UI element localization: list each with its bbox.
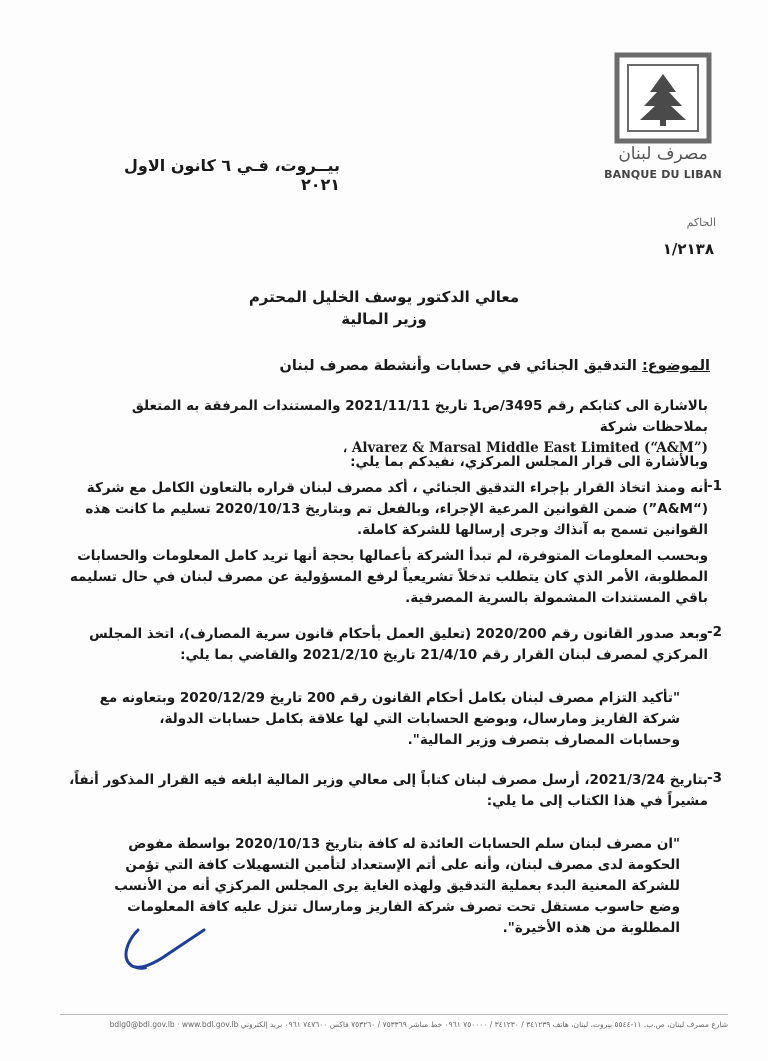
item-1-text: أنه ومنذ اتخاذ القرار بإجراء التدقيق الجنائي ، أكد مصرف لبنان قراره بالتعاون الكامل مع شركة (“A&M”) ضمن القوانين المرعية الإجراء، وبالفعل تم وبتاريخ 2020/10/13 تسليم ما كانت هذه القوانين تسمح به آنذاك وجرى إرسالها للشركة كاملة.	[85, 480, 708, 538]
subject-line	[279, 358, 710, 374]
reference-number: ١/٢١٣٨	[662, 240, 714, 258]
item-2-number: -2	[707, 624, 722, 640]
item-3-quote: "ان مصرف لبنان سلم الحسابات العائدة له كافة بتاريخ 2020/10/13 بواسطة مفوض الحكومة لدى مصرف لبنان، وأنه على أتم الإستعداد لتأمين التسهيلات كافة التي تؤمن للشركة المعنية البدء بعملية التدقيق ولهذه الغاية يرى المجلس المركزي أنه من الأنسب وضع حاسوب مستقل تحت تصرف شركة الفاريز ومارسال تنزل عليه كافة المعلومات المطلوبة من هذه الأخيرة".	[114, 836, 680, 936]
reference-paragraph	[70, 396, 708, 459]
bank-name-arabic: مصرف لبنان	[618, 144, 708, 164]
letter-date: بيــروت، فـي ٦ كانون الاول ٢٠٢١	[124, 156, 340, 194]
intro-paragraph: وبالأشارة الى قرار المجلس المركزي، نفيدكم بما يلي:	[350, 454, 708, 470]
item-1-continuation: وبحسب المعلومات المتوفرة، لم تبدأ الشركة بأعمالها بحجة أنها تريد كامل المعلومات والحسابات المطلوبة، الأمر الذي كان يتطلب تدخلاً تشريعياً لرفع المسؤولية عن مصرف لبنان في حال تسليمه باقي المستندات المشمولة بالسرية المصرفية.	[69, 548, 708, 606]
subject-text: التدقيق الجنائي في حسابات وأنشطة مصرف لبنان	[279, 358, 637, 374]
reference-paragraph-arabic: بالاشارة الى كتابكم رقم 3495/ص1 تاريخ 2021/11/11 والمستندات المرفقة به المتعلق بملاحظات شركة	[131, 398, 708, 435]
item-3-text: بتاريخ 2021/3/24، أرسل مصرف لبنان كتاباً إلى معالي وزير المالية ابلغه فيه القرار المذكور أنفاً، مشيراً في هذا الكتاب إلى ما يلي:	[69, 772, 708, 809]
bank-name-french: BANQUE DU LIBAN	[604, 168, 722, 181]
addressee-name: معالي الدكتور يوسف الخليل المحترم	[248, 288, 520, 306]
cedar-tree-logo-icon	[614, 52, 712, 144]
item-3-number: -3	[707, 770, 722, 786]
addressee-title: وزير المالية	[341, 310, 427, 328]
reference-paragraph-company: Alvarez & Marsal Middle East Limited (“A&M”) ،	[342, 440, 708, 456]
subject-label: الموضوع:	[641, 358, 710, 374]
footer-contact: شارع مصرف لبنان، ص.ب. ١١-٥٥٤٤ بيروت، لبنان، هاتف ٣٤١٢٣٩ / ٣٤١٢٣٠ / ٧٥٠٠٠٠ ٠٩٦١ خط مباشر ٧٥٣٣٦٩ / ٧٥٣٢٦٠ فاكس ٧٤٧٦٠٠ ٠٩٦١ بريد إلكتروني bdlg0@bdl.gov.lb · www.bdl.gov.lb	[109, 1020, 728, 1029]
bank-letterhead	[598, 52, 728, 192]
item-1-number: -1	[707, 478, 722, 494]
footer-divider	[60, 1014, 728, 1015]
item-2-quote: "تأكيد التزام مصرف لبنان بكامل أحكام القانون رقم 200 تاريخ 2020/12/29 وبتعاونه مع شركة الفاريز ومارسال، وبوضع الحسابات التي لها علاقة بكامل حسابات الدولة، وحسابات المصارف بتصرف وزير المالية".	[99, 690, 680, 748]
governor-label: الحاكم	[686, 216, 716, 229]
item-2-text: وبعد صدور القانون رقم 2020/200 (تعليق العمل بأحكام قانون سرية المصارف)، اتخذ المجلس المركزي لمصرف لبنان القرار رقم 21/4/10 تاريخ 2021/2/10 والقاضي بما يلي:	[89, 626, 708, 663]
handwritten-signature-icon	[110, 920, 210, 980]
